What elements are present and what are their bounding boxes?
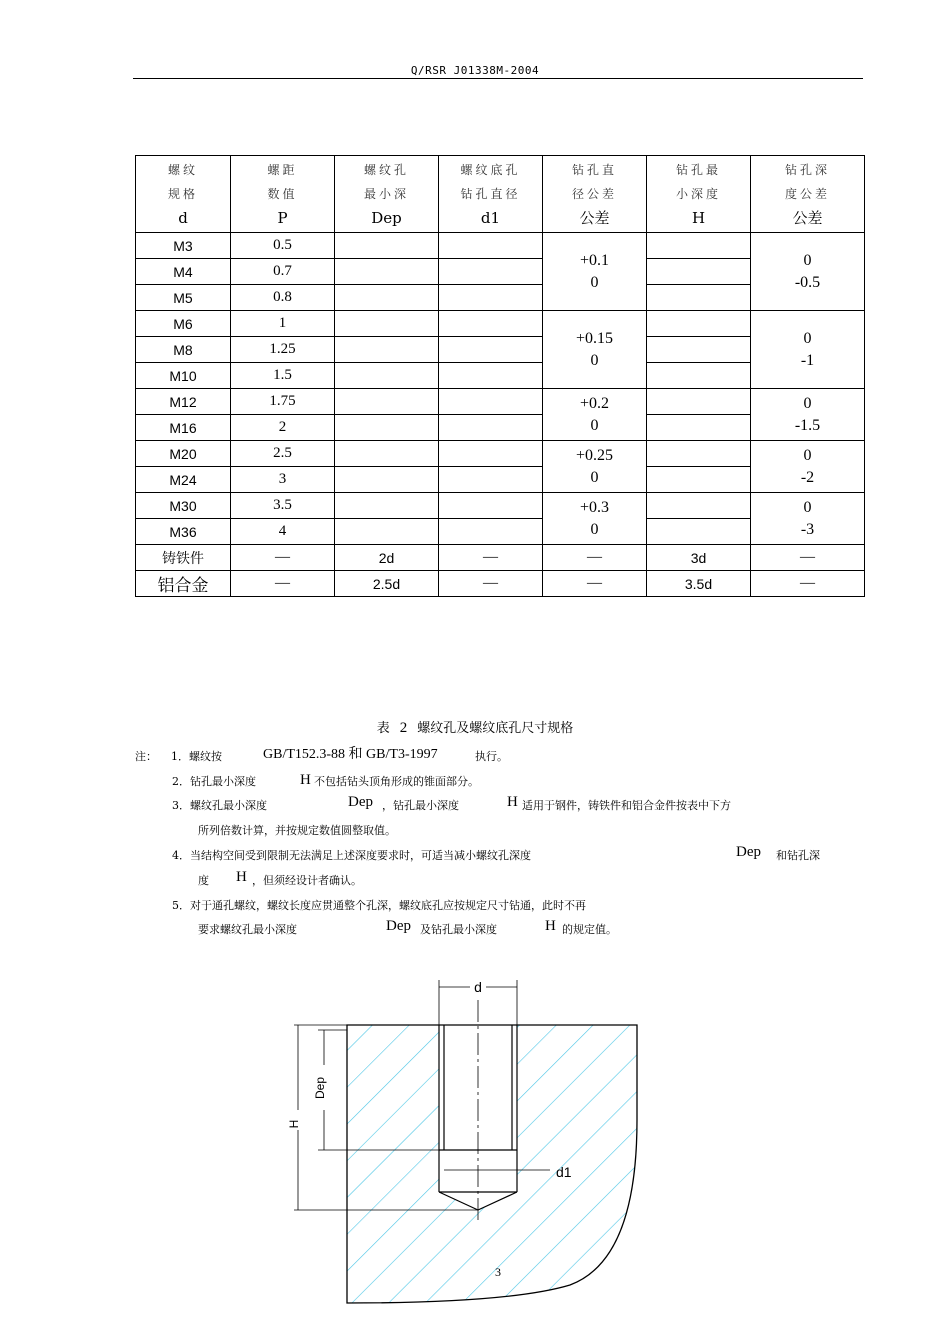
header-rule — [133, 78, 863, 79]
h-cell — [647, 337, 751, 363]
label-d1: d1 — [556, 1164, 572, 1180]
pitch-cell: 1.25 — [231, 337, 335, 363]
col-header: 钻孔深 度公差 公差 — [751, 156, 865, 233]
note-5-cont: 要求螺纹孔最小深度 Dep 及钻孔最小深度 H 的规定值。 — [198, 918, 617, 936]
dep-cell — [335, 363, 439, 389]
pitch-cell: 0.8 — [231, 285, 335, 311]
size-cell: M12 — [136, 389, 231, 415]
dep-cell — [335, 493, 439, 519]
pitch-cell: 1 — [231, 311, 335, 337]
label-d: d — [474, 979, 482, 995]
col-header: 螺纹底孔 钻孔直径 d1 — [439, 156, 543, 233]
dep-cell — [335, 259, 439, 285]
d1-cell — [439, 311, 543, 337]
threaded-hole-drawing — [280, 970, 660, 1310]
size-cell: M24 — [136, 467, 231, 493]
h-cell — [647, 415, 751, 441]
table-caption — [0, 717, 950, 737]
page-number: 3 — [495, 1265, 501, 1279]
pitch-cell: 0.7 — [231, 259, 335, 285]
col-header: 螺纹孔 最小深 Dep — [335, 156, 439, 233]
h-cell — [647, 467, 751, 493]
label-dep: Dep — [313, 1076, 327, 1100]
table-row — [136, 311, 865, 337]
pitch-cell: 2.5 — [231, 441, 335, 467]
h-cell — [647, 285, 751, 311]
diam-tol-cell: +0.15 0 — [543, 311, 647, 389]
h-cell — [647, 493, 751, 519]
table-row — [136, 441, 865, 467]
material-name: 铸铁件 — [136, 545, 231, 571]
caption-prefix: 表 — [376, 721, 390, 736]
diam-tol-cell: +0.25 0 — [543, 441, 647, 493]
size-cell: M20 — [136, 441, 231, 467]
d1-cell — [439, 493, 543, 519]
depth-tol-cell: 0 -3 — [751, 493, 865, 545]
size-cell: M3 — [136, 233, 231, 259]
table-row — [136, 233, 865, 259]
size-cell: M8 — [136, 337, 231, 363]
d1-cell — [439, 519, 543, 545]
h-cell — [647, 311, 751, 337]
col-header: 螺纹 规格 d — [136, 156, 231, 233]
size-cell: M30 — [136, 493, 231, 519]
dep-cell — [335, 233, 439, 259]
depth-tol-cell: 0 -2 — [751, 441, 865, 493]
h-cell — [647, 389, 751, 415]
h-cell — [647, 363, 751, 389]
dep-cell — [335, 415, 439, 441]
thread-spec-table — [135, 155, 865, 597]
dep-cell — [335, 285, 439, 311]
dep-cell — [335, 519, 439, 545]
note-5: 5．对于通孔螺纹，螺纹长度应贯通整个孔深，螺纹底孔应按规定尺寸钻通，此时不再 — [172, 899, 586, 912]
diam-tol-cell: +0.2 0 — [543, 389, 647, 441]
pitch-cell: 1.75 — [231, 389, 335, 415]
size-cell: M5 — [136, 285, 231, 311]
note-3: 3．螺纹孔最小深度 Dep ，钻孔最小深度 H 适用于钢件，铸铁件和铝合金件按表中下方 — [172, 794, 731, 812]
h-cell — [647, 233, 751, 259]
size-cell: M36 — [136, 519, 231, 545]
d1-cell — [439, 337, 543, 363]
pitch-cell: 3.5 — [231, 493, 335, 519]
size-cell: M6 — [136, 311, 231, 337]
document-code: Q/RSR J01338M-2004 — [410, 64, 540, 77]
pitch-cell: 4 — [231, 519, 335, 545]
material-row: 铝合金 — 2.5d — — 3.5d — — [136, 571, 865, 597]
dep-cell — [335, 467, 439, 493]
d1-cell — [439, 233, 543, 259]
dep-cell — [335, 441, 439, 467]
note-3-cont: 所列倍数计算，并按规定数值圆整取值。 — [198, 824, 396, 837]
caption-text: 螺纹孔及螺纹底孔尺寸规格 — [417, 721, 574, 736]
table-row — [136, 389, 865, 415]
note-4: 4．当结构空间受到限制无法满足上述深度要求时，可适当减小螺纹孔深度 Dep 和钻孔深 — [172, 844, 820, 862]
diam-tol-cell: +0.3 0 — [543, 493, 647, 545]
table-row — [136, 493, 865, 519]
note-4-cont: 度 H ，但须经设计者确认。 — [198, 869, 362, 887]
size-cell: M4 — [136, 259, 231, 285]
label-h: H — [287, 1119, 301, 1129]
dep-cell — [335, 337, 439, 363]
pitch-cell: 3 — [231, 467, 335, 493]
pitch-cell: 0.5 — [231, 233, 335, 259]
diam-tol-cell: +0.1 0 — [543, 233, 647, 311]
depth-tol-cell: 0 -0.5 — [751, 233, 865, 311]
h-cell — [647, 259, 751, 285]
d1-cell — [439, 259, 543, 285]
caption-number: 2 — [399, 720, 408, 736]
depth-tol-cell: 0 -1 — [751, 311, 865, 389]
col-header: 钻孔直 径公差 公差 — [543, 156, 647, 233]
note-2: 2．钻孔最小深度 H 不包括钻头顶角形成的锥面部分。 — [172, 772, 479, 788]
pitch-cell: 2 — [231, 415, 335, 441]
d1-cell — [439, 441, 543, 467]
pitch-cell: 1.5 — [231, 363, 335, 389]
note-1: 注： 1．螺纹按 GB/T152.3-88 和 GB/T3-1997 执行。 — [135, 747, 508, 763]
depth-tol-cell: 0 -1.5 — [751, 389, 865, 441]
d1-cell — [439, 467, 543, 493]
d1-cell — [439, 389, 543, 415]
h-cell — [647, 519, 751, 545]
d1-cell — [439, 285, 543, 311]
size-cell: M16 — [136, 415, 231, 441]
d1-cell — [439, 363, 543, 389]
d1-cell — [439, 415, 543, 441]
dep-cell — [335, 311, 439, 337]
material-name: 铝合金 — [136, 571, 231, 597]
size-cell: M10 — [136, 363, 231, 389]
h-cell — [647, 441, 751, 467]
col-header: 螺距 数值 P — [231, 156, 335, 233]
col-header: 钻孔最 小深度 H — [647, 156, 751, 233]
dep-cell — [335, 389, 439, 415]
header-row — [136, 156, 865, 233]
material-row: 铸铁件 — 2d — — 3d — — [136, 545, 865, 571]
